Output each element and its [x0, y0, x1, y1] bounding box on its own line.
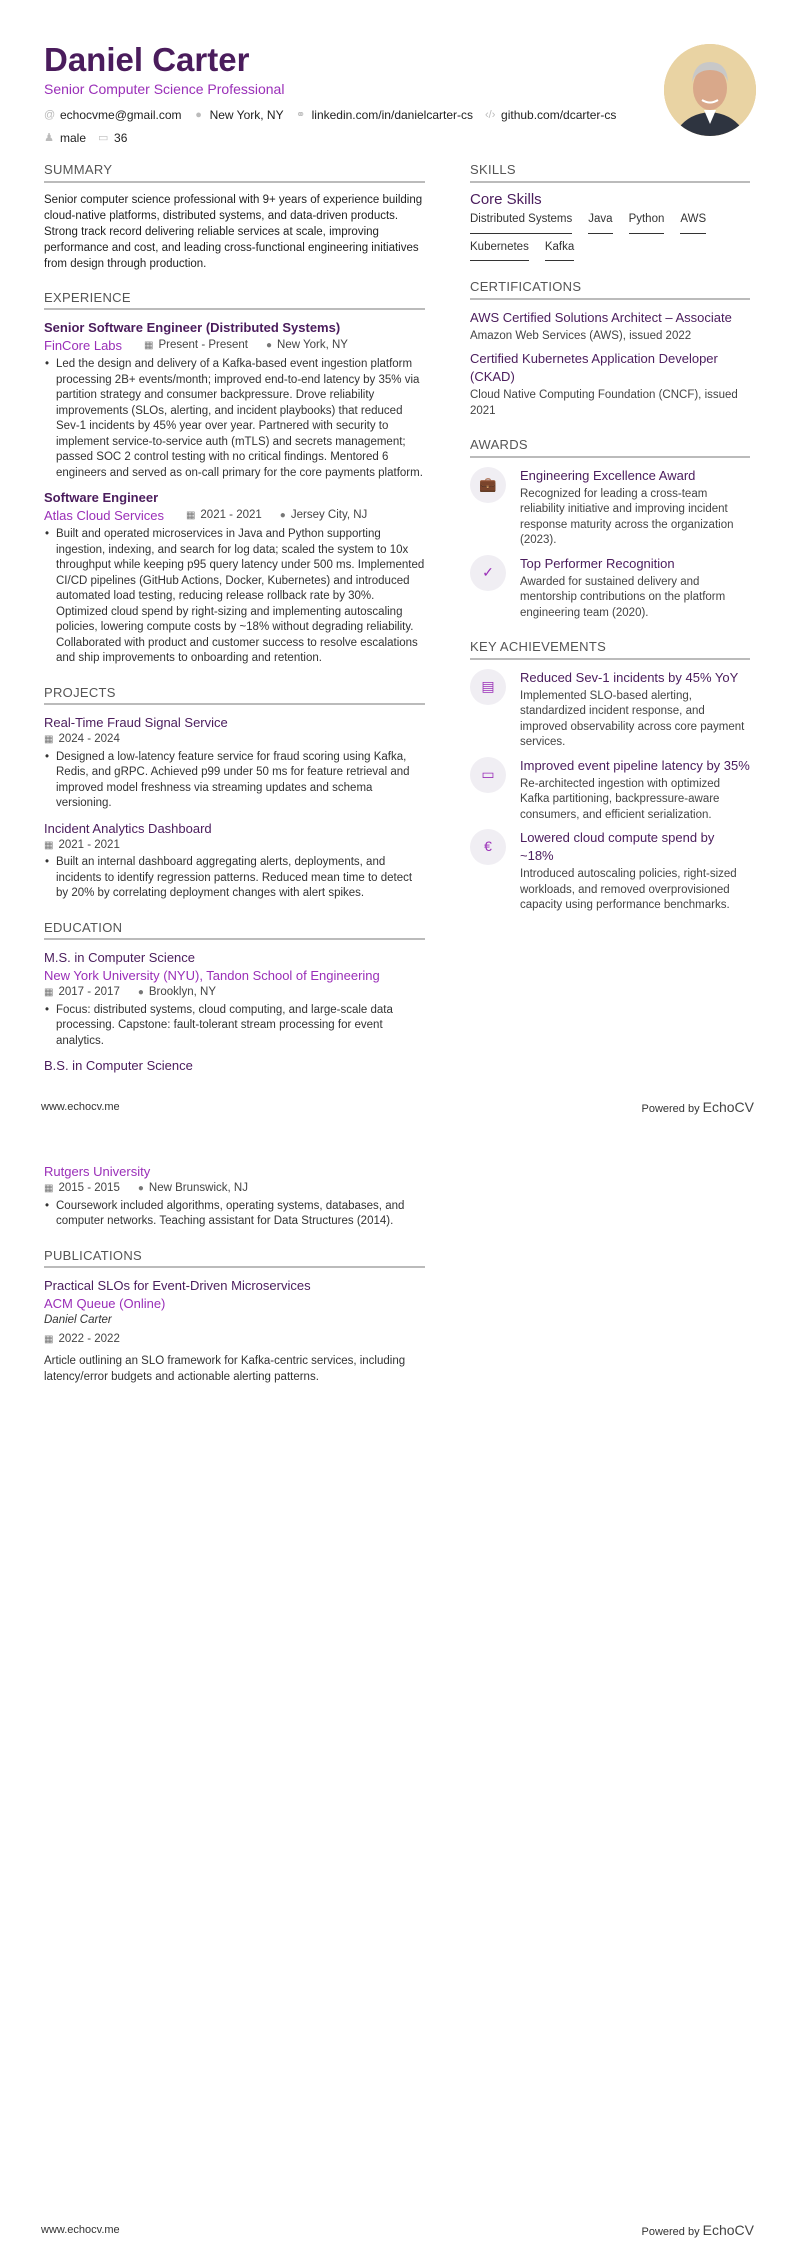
experience-section	[44, 290, 425, 667]
experience-item	[44, 489, 425, 667]
section-heading: AWARDS	[470, 437, 750, 458]
location-icon: ●	[137, 987, 144, 998]
achievement-title: Lowered cloud compute spend by ~18%	[520, 830, 715, 863]
award-text: Awarded for sustained delivery and mentorship contributions on the platform engineering team (2020).	[520, 575, 726, 619]
monitor-icon: ▭	[470, 757, 506, 793]
cert-title: Certified Kubernetes Application Developer (CKAD)	[470, 351, 718, 384]
resume-header	[44, 40, 664, 147]
powered-label: Powered by	[641, 2226, 700, 2238]
contact-text: echocvme@gmail.com	[60, 107, 182, 122]
awards-section	[470, 437, 750, 621]
brand-name: EchoCV	[702, 1099, 754, 1115]
section-heading: KEY ACHIEVEMENTS	[470, 639, 750, 660]
contact-list	[44, 108, 664, 147]
job-location: Jersey City, NJ	[290, 509, 368, 522]
job-dates: 2021 - 2021	[200, 509, 262, 522]
education-continued	[44, 1163, 425, 1230]
publication-title: Practical SLOs for Event-Driven Microservices	[44, 1278, 311, 1293]
project-dates: 2021 - 2021	[58, 838, 120, 851]
edu-bullet: • Focus: distributed systems, cloud computing, and large-scale data processing. Capstone: fault-tolerant stream processing for event analytics.	[44, 1003, 425, 1050]
award-title: Engineering Excellence Award	[520, 467, 696, 483]
award-item	[470, 555, 750, 622]
section-heading: SUMMARY	[44, 162, 425, 183]
publication-venue: ACM Queue (Online)	[44, 1296, 166, 1311]
achievement-text: Re-architected ingestion with optimized Kafka partitioning, backpressure-aware consumers, and efficient serialization.	[520, 777, 721, 821]
school-name: Rutgers University	[44, 1164, 151, 1179]
powered-label: Powered by	[641, 1103, 700, 1115]
profile-photo	[664, 44, 756, 136]
award-item	[470, 467, 750, 549]
publication-dates: 2022 - 2022	[58, 1332, 120, 1345]
person-icon: ♟	[44, 132, 54, 144]
section-heading: SKILLS	[470, 162, 750, 183]
summary-text: Senior computer science professional with 9+ years of experience building cloud-native platforms, distributed systems, and data-driven products. Strong track record delivering reliable services at scale, improving performance and cost, and leading cross-functional engineering initiatives from design through production.	[44, 193, 423, 270]
skill-tag: Kubernetes	[470, 240, 529, 262]
page-footer	[41, 1100, 754, 1118]
location-icon: ●	[137, 1183, 144, 1194]
calendar-icon: ▦	[44, 839, 54, 851]
job-location: New York, NY	[277, 339, 348, 352]
brand-name: EchoCV	[702, 2222, 754, 2238]
location-icon: ●	[265, 340, 273, 352]
project-title: Real-Time Fraud Signal Service	[44, 715, 228, 730]
achievement-text: Introduced autoscaling policies, right-sized workloads, and removed overprovisioned capacity using performance benchmarks.	[520, 868, 737, 911]
degree: B.S. in Computer Science	[44, 1058, 193, 1073]
project-bullet: • Built an internal dashboard aggregating alerts, deployments, and incidents to identify regression patterns. Reduced mean time to detect by 20% by correlating deployment changes with alert spikes.	[44, 855, 425, 902]
page-1-columns	[44, 162, 750, 1093]
footer-site-link[interactable]: www.echocv.me	[41, 2224, 120, 2236]
calendar-icon: ▦	[44, 1183, 54, 1194]
section-heading: EDUCATION	[44, 920, 425, 941]
award-title: Top Performer Recognition	[520, 555, 675, 571]
cert-title: AWS Certified Solutions Architect – Associate	[470, 309, 732, 325]
degree: M.S. in Computer Science	[44, 950, 196, 965]
skill-tag: AWS	[680, 212, 706, 234]
edu-bullet: • Coursework included algorithms, operating systems, databases, and computer networks. Teaching assistant for Data Structures (2014).	[44, 1199, 425, 1230]
contact-age	[98, 131, 127, 147]
projects-section	[44, 685, 425, 902]
edu-location: New Brunswick, NJ	[148, 1182, 248, 1194]
project-item	[44, 714, 425, 812]
company-name: FinCore Labs	[44, 338, 123, 353]
skill-tag: Kafka	[545, 240, 574, 262]
skills-section	[470, 162, 750, 261]
job-dates: Present - Present	[158, 339, 248, 352]
left-column	[44, 162, 425, 1093]
cert-issuer: Amazon Web Services (AWS), issued 2022	[470, 329, 692, 342]
contact-email[interactable]	[44, 108, 182, 124]
project-title: Incident Analytics Dashboard	[44, 820, 212, 836]
achievement-item	[470, 669, 750, 751]
company-name: Atlas Cloud Services	[44, 508, 164, 523]
contact-text: linkedin.com/in/danielcarter-cs	[311, 107, 474, 122]
powered-by	[641, 1100, 754, 1118]
job-bullet: • Led the design and delivery of a Kafka-based event ingestion platform processing 2B+ events/month; improved end-to-end latency by 35% via partition strategy and consumer backpressure. Drove reliability improvements (SLOs, alerting, and incident playbooks) that reduced Sev-1 incidents by 45% year over year. Partnered with security to implement service-to-service auth (mTLS) and secrets management; passed SOC 2 control testing with no critical findings. Mentored 6 engineers and served as on-call primary for the core payments platform.	[44, 357, 425, 481]
school-name: New York University (NYU), Tandon School of Engineering	[44, 968, 380, 983]
contact-gender	[44, 131, 86, 147]
candidate-title: Senior Computer Science Professional	[44, 81, 285, 97]
edu-location: Brooklyn, NY	[148, 986, 216, 998]
contact-location	[194, 108, 284, 124]
right-column	[470, 162, 750, 1093]
calendar-icon: ▦	[44, 734, 54, 745]
cert-issuer: Cloud Native Computing Foundation (CNCF), issued 2021	[470, 389, 738, 417]
footer-site-link[interactable]: www.echocv.me	[41, 1101, 120, 1113]
edu-dates: 2017 - 2017	[58, 986, 120, 998]
briefcase-icon: 💼	[470, 467, 506, 503]
skill-tag: Java	[588, 212, 612, 234]
left-column	[44, 1163, 425, 1403]
skill-tag: Python	[629, 212, 665, 234]
education-item	[44, 949, 425, 1049]
project-dates: 2024 - 2024	[58, 733, 120, 745]
contact-text: 36	[114, 131, 128, 145]
award-text: Recognized for leading a cross-team reliability initiative and improving incident response maturity across the organization (2023).	[520, 487, 734, 546]
job-title: Senior Software Engineer (Distributed Systems)	[44, 320, 341, 335]
achievement-item	[470, 757, 750, 824]
certifications-section	[470, 279, 750, 419]
calendar-icon: ▦	[144, 340, 154, 352]
clipboard-icon: ▤	[470, 669, 506, 705]
page-footer	[41, 2223, 754, 2241]
section-heading: PROJECTS	[44, 685, 425, 706]
job-title: Software Engineer	[44, 490, 159, 505]
skill-group-title: Core Skills	[470, 190, 542, 208]
edu-dates: 2015 - 2015	[58, 1182, 120, 1194]
contact-text: male	[60, 131, 87, 145]
check-icon: ✓	[470, 555, 506, 591]
calendar-icon: ▦	[44, 1333, 54, 1345]
calendar-icon: ▦	[44, 987, 54, 998]
achievement-item	[470, 829, 750, 914]
skill-tag: Distributed Systems	[470, 212, 572, 234]
section-heading: CERTIFICATIONS	[470, 279, 750, 300]
location-icon: ●	[195, 108, 202, 121]
experience-item	[44, 319, 425, 481]
calendar-icon: ▭	[98, 132, 109, 144]
contact-github[interactable]	[485, 108, 616, 124]
page-2	[0, 1123, 794, 2246]
code-icon: ‹/›	[485, 108, 496, 121]
calendar-icon: ▦	[185, 510, 196, 522]
location-icon: ●	[279, 510, 286, 522]
publications-section	[44, 1248, 425, 1386]
publication-author: Daniel Carter	[44, 1314, 112, 1326]
achievement-title: Reduced Sev-1 incidents by 45% YoY	[520, 669, 739, 685]
project-bullet: • Designed a low-latency feature service for fraud scoring using Kafka, Redis, and gRPC. Achieved p99 under 50 ms for feature retrieval and improved model freshness via streaming updates and schema versioning.	[44, 750, 425, 812]
contact-text: New York, NY	[209, 107, 284, 122]
contact-text: github.com/dcarter-cs	[501, 107, 617, 122]
achievement-title: Improved event pipeline latency by 35%	[520, 757, 750, 773]
skill-list	[470, 212, 750, 261]
at-icon: @	[44, 108, 56, 121]
euro-icon: €	[470, 829, 506, 865]
page-2-columns	[44, 1163, 750, 1403]
section-heading: PUBLICATIONS	[44, 1248, 425, 1269]
publication-text: Article outlining an SLO framework for Kafka-centric services, including latency/error budgets and actionable alerting patterns.	[44, 1355, 406, 1383]
section-heading: EXPERIENCE	[44, 290, 425, 311]
candidate-name: Daniel Carter	[44, 41, 250, 78]
summary-section	[44, 162, 425, 272]
education-section	[44, 920, 425, 1076]
link-icon: ⚭	[296, 108, 306, 121]
contact-linkedin[interactable]	[296, 108, 473, 124]
achievements-section	[470, 639, 750, 914]
job-bullet: • Built and operated microservices in Java and Python supporting ingestion, indexing, and search for log data; scaled the system to 10x throughput while keeping p95 query latency under 500 ms. Implemented CI/CD pipelines (GitHub Actions, Docker, Kubernetes) and introduced automated load testing, reducing release rollback rate by 30%. Optimized cloud spend by right-sizing and implementing autoscaling policies, lowering compute costs by ~18% without degrading reliability. Collaborated with product and customer success to resolve escalations and ship improvements to onboarding and retention.	[44, 527, 425, 667]
achievement-text: Implemented SLO-based alerting, standardized incident response, and improved observability across core payment services.	[520, 689, 745, 748]
project-item	[44, 820, 425, 902]
powered-by	[641, 2223, 754, 2241]
